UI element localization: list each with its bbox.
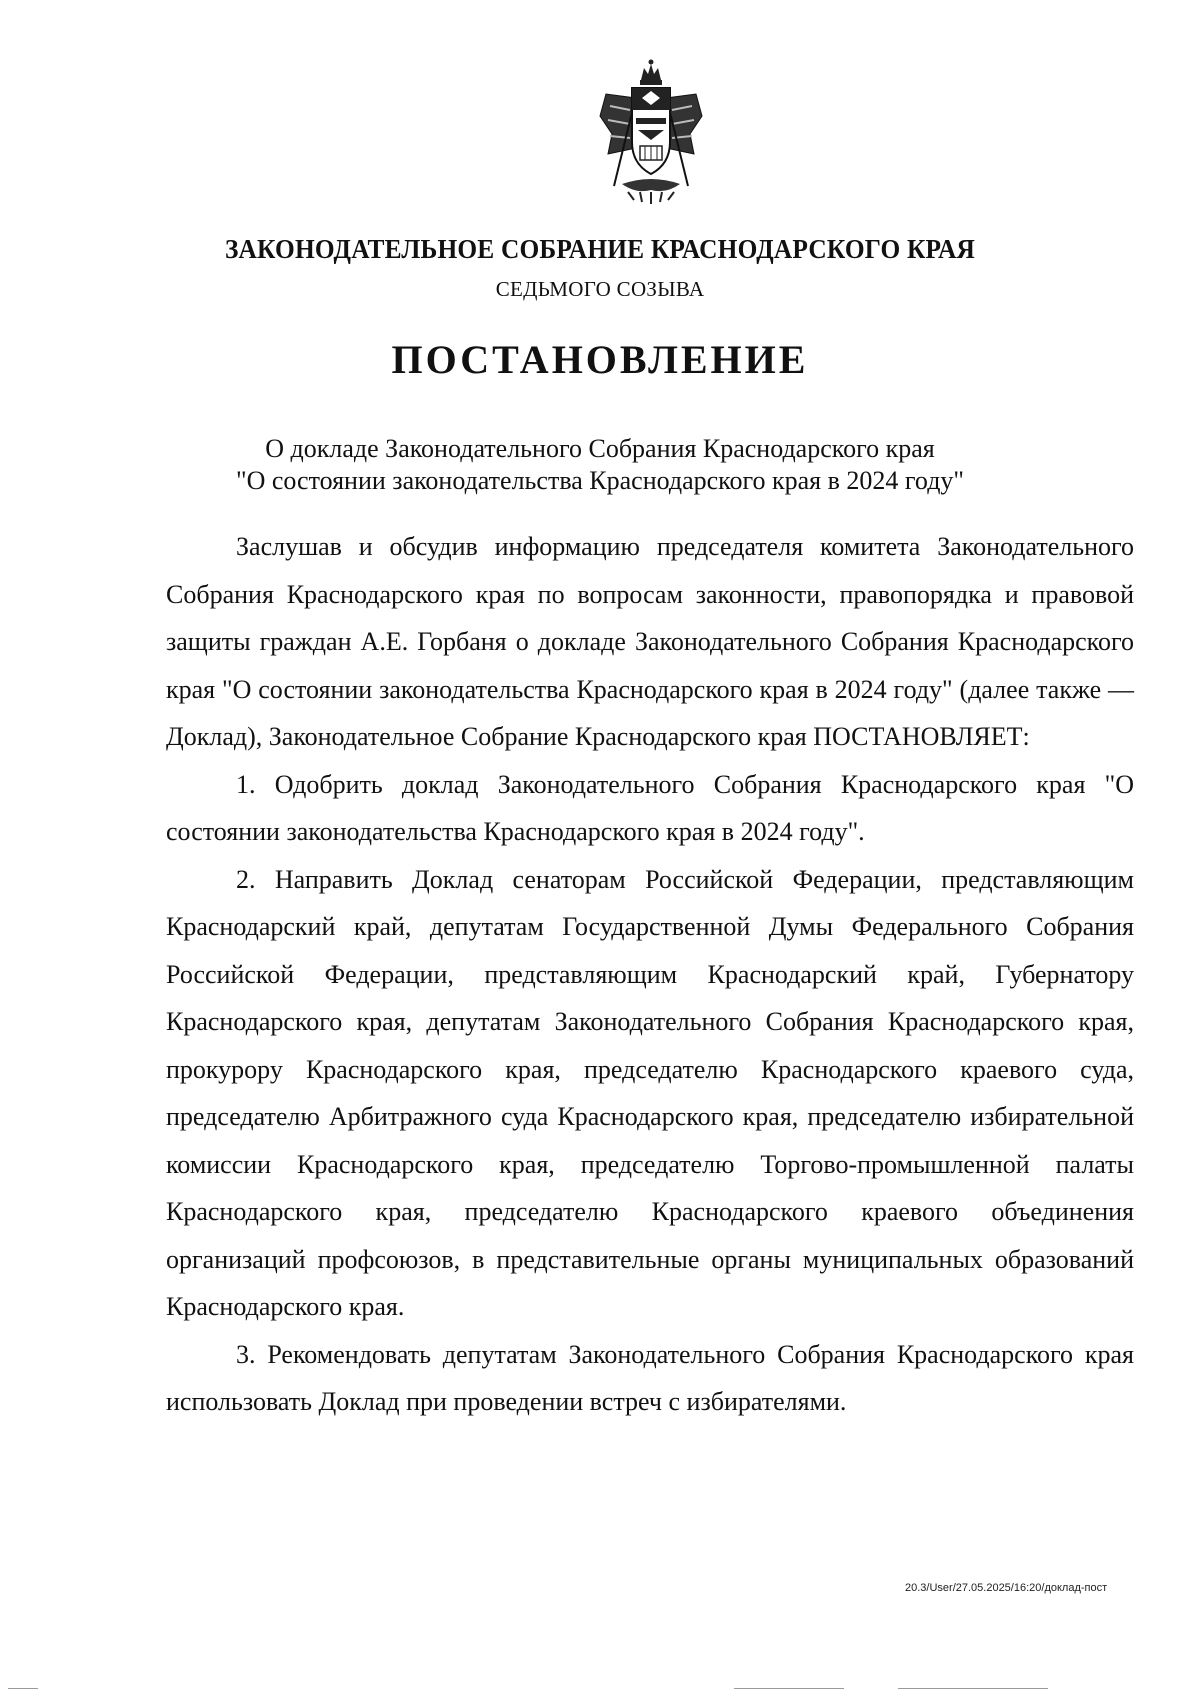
subject-line-1: О докладе Законодательного Собрания Краснодарского края xyxy=(265,434,935,463)
preamble-paragraph: Заслушав и обсудив информацию председателя комитета Законодательного Собрания Краснодарского края по вопросам законности, правопорядка и правовой защиты граждан А.Е. Горбаня о докладе Законодательного Собрания Краснодарского края "О состоянии законодательства Краснодарского края в 2024 году" (далее также — Доклад), Законодательное Собрание Краснодарского края ПОСТАНОВЛЯЕТ: xyxy=(166,532,1134,751)
scan-artifact-line xyxy=(734,1688,844,1689)
document-type-heading: ПОСТАНОВЛЕНИЕ xyxy=(391,337,809,382)
subject-line-2: "О состоянии законодательства Краснодарского края в 2024 году" xyxy=(235,466,965,495)
scan-artifact-line xyxy=(8,1688,38,1689)
footer-file-stamp: 20.3/User/27.05.2025/16:20/доклад-пост xyxy=(905,1582,1108,1594)
scan-artifact-line xyxy=(898,1688,1048,1689)
organization-title: ЗАКОНОДАТЕЛЬНОЕ СОБРАНИЕ КРАСНОДАРСКОГО КРАЯ xyxy=(224,234,976,264)
resolution-item-1: 1. Одобрить доклад Законодательного Собрания Краснодарского края "О состоянии законодательства Краснодарского края в 2024 году". xyxy=(166,769,1134,846)
document-body xyxy=(166,523,1134,1426)
krasnodar-coat-of-arms-icon xyxy=(592,58,710,208)
convocation-subtitle: СЕДЬМОГО СОЗЫВА xyxy=(495,277,705,301)
resolution-item-3: 3. Рекомендовать депутатам Законодательного Собрания Краснодарского края использовать Доклад при проведении встреч с избирателями. xyxy=(166,1339,1134,1416)
document-subject xyxy=(180,433,1020,497)
resolution-item-2: 2. Направить Доклад сенаторам Российской Федерации, представляющим Краснодарский край, депутатам Государственной Думы Федерального Собрания Российской Федерации, представляющим Краснодарский край, Губернатору Краснодарского края, депутатам Законодательного Собрания Краснодарского края, прокурору Краснодарского края, председателю Краснодарского краевого суда, председателю Арбитражного суда Краснодарского края, председателю избирательной комиссии Краснодарского края, председателю Торгово-промышленной палаты Краснодарского края, председателю Краснодарского краевого объединения организаций профсоюзов, в представительные органы муниципальных образований Краснодарского края. xyxy=(166,864,1134,1321)
